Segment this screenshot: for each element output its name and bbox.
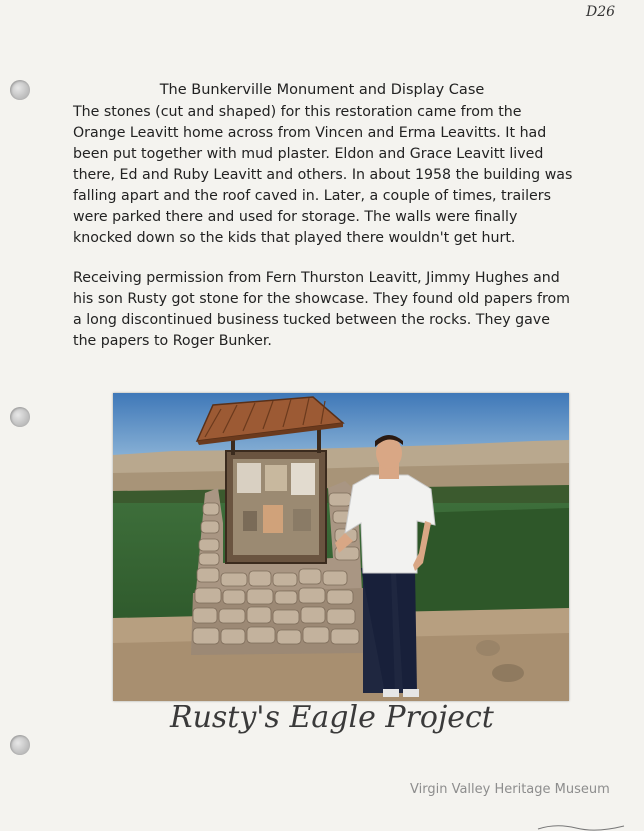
binder-hole-bottom (10, 735, 30, 755)
paragraph-restoration: The stones (cut and shaped) for this restoration came from the Orange Leavitt home across from Vincen and Erma Leavitts. It had been put together with mud plaster. Eldon and Grace Leavitt lived there, Ed and Ruby Leavitt and others. In about 1958 the building was falling apart and the roof caved in. Later, a couple of times, trailers were parked there and used for storage. The walls were finally knocked down so the kids that played there wouldn't get hurt. (73, 104, 573, 246)
page-title: The Bunkerville Monument and Display Case (159, 82, 485, 98)
paragraph-permission: Receiving permission from Fern Thurston Leavitt, Jimmy Hughes and his son Rusty got stone for the showcase. They found old papers from a long discontinued business tucked between the rocks. They gave the papers to Roger Bunker. (73, 270, 571, 349)
binder-hole-middle (10, 407, 30, 427)
museum-watermark: Virgin Valley Heritage Museum (410, 782, 610, 797)
monument-photo (113, 393, 569, 701)
handwritten-caption: Rusty's Eagle Project (170, 700, 494, 735)
margin-scribble (536, 822, 626, 831)
page-number: D26 (586, 4, 616, 20)
